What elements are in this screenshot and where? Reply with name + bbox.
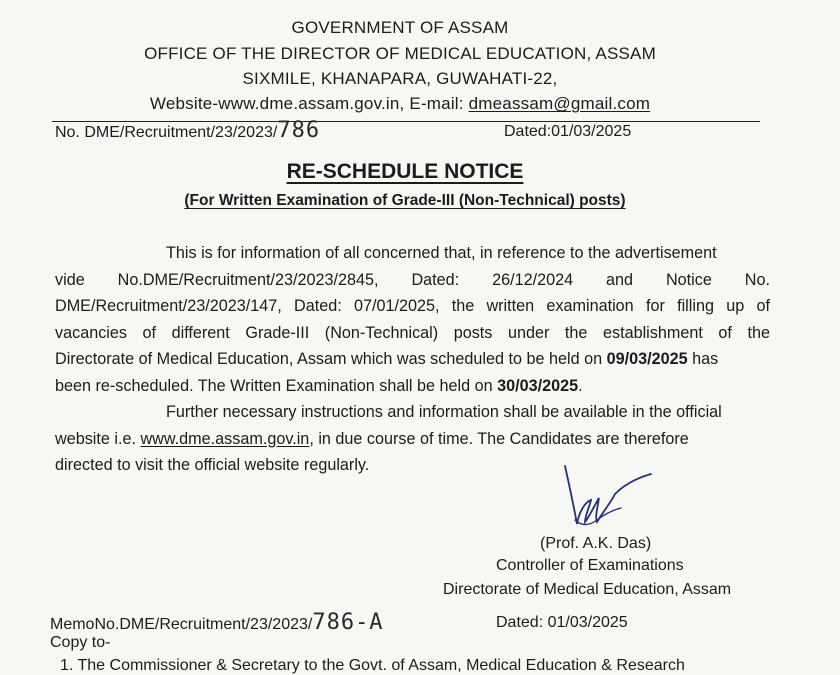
official-website-link[interactable]: www.dme.assam.gov.in <box>140 429 310 448</box>
p1-line-6 <box>55 373 770 400</box>
p1-line-5 <box>55 346 770 373</box>
p1-line-5-end: has <box>687 350 719 369</box>
reference-number-handwritten: 786 <box>277 118 321 143</box>
header-address: SIXMILE, KHANAPARA, GUWAHATI-22, <box>242 69 558 88</box>
original-exam-date: 09/03/2025 <box>606 350 688 369</box>
p1-line-6-end: . <box>578 376 583 395</box>
copy-to-label: Copy to- <box>50 634 111 651</box>
new-exam-date: 30/03/2025 <box>497 376 579 395</box>
header-website: Website-www.dme.assam.gov.in, E-mail: <box>149 94 469 113</box>
signatory-name: (Prof. A.K. Das) <box>540 535 652 552</box>
copy-to-item-1: 1. The Commissioner & Secretary to the Govt. of Assam, Medical Education & Research <box>60 657 685 674</box>
p1-line-3: DME/Recruitment/23/2023/147, Dated: 07/01/2025, the written examination for filling up of <box>55 297 770 316</box>
p2-line-2-text: website i.e. <box>55 429 141 448</box>
reference-number-prefix: No. DME/Recruitment/23/2023/ <box>55 124 278 141</box>
notice-subtitle: (For Written Examination of Grade-III (Non-Technical) posts) <box>184 192 626 209</box>
memo-number <box>50 610 384 635</box>
memo-number-handwritten: 786-A <box>312 610 384 635</box>
header-email-link[interactable]: dmeassam@gmail.com <box>468 94 651 113</box>
header-office: OFFICE OF THE DIRECTOR OF MEDICAL EDUCATION, ASSAM <box>144 44 656 63</box>
signatory-designation: Controller of Examinations <box>496 557 684 574</box>
header-government: GOVERNMENT OF ASSAM <box>291 18 509 37</box>
p2-line-1: Further necessary instructions and information shall be available in the official <box>166 403 722 421</box>
header-contact <box>0 94 800 114</box>
memo-date: Dated: 01/03/2025 <box>496 614 628 631</box>
p1-line-6-text: been re-scheduled. The Written Examination shall be held on <box>55 376 498 395</box>
notice-title: RE-SCHEDULE NOTICE <box>286 160 524 183</box>
p1-line-1: This is for information of all concerned that, in reference to the advertisement <box>166 244 717 262</box>
p2-line-2 <box>55 426 770 453</box>
notice-paragraph-1 <box>55 240 770 400</box>
p1-line-2: vide No.DME/Recruitment/23/2023/2845, Dated: 26/12/2024 and Notice No. <box>55 270 770 289</box>
signatory-office: Directorate of Medical Education, Assam <box>443 581 732 598</box>
reference-number <box>55 118 320 143</box>
reference-date: Dated:01/03/2025 <box>504 123 632 140</box>
p1-line-4: vacancies of different Grade-III (Non-Technical) posts under the establishment of the <box>55 323 770 342</box>
p2-line-2-end: , in due course of time. The Candidates are therefore <box>309 429 689 448</box>
signature-image <box>555 462 665 542</box>
p1-line-5-text: Directorate of Medical Education, Assam which was scheduled to be held on <box>55 350 607 369</box>
p2-line-3: directed to visit the official website regularly. <box>55 456 370 475</box>
memo-number-prefix: MemoNo.DME/Recruitment/23/2023/ <box>50 616 313 633</box>
